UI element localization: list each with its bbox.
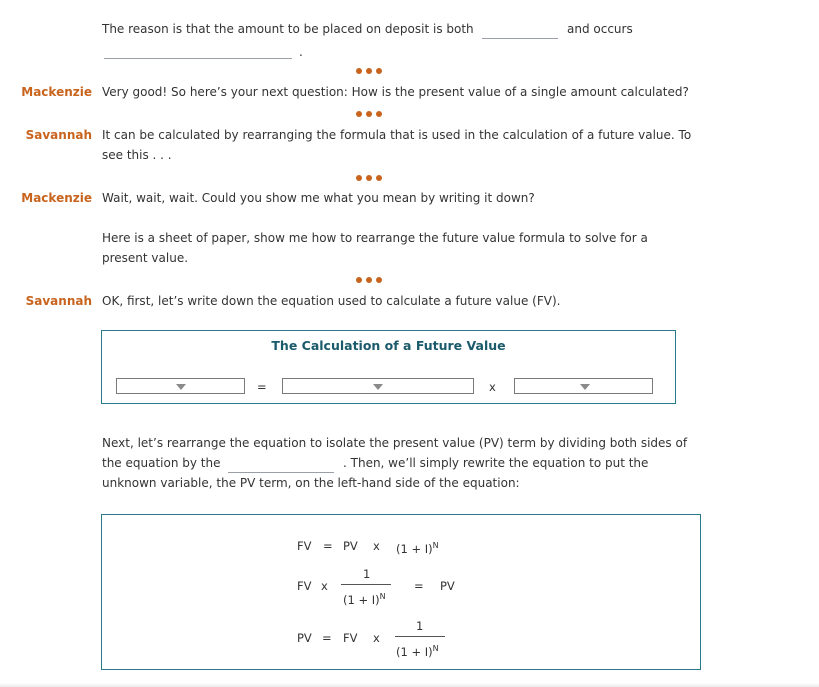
eq2-denominator: $(1 + I)^N$ <box>343 592 386 607</box>
eq3-times: x <box>373 631 380 645</box>
eq3-denominator: $(1 + I)^N$ <box>396 644 439 659</box>
ellipsis-dots <box>356 68 392 76</box>
eq1-pv: PV <box>343 539 358 553</box>
ellipsis-dots <box>356 277 392 285</box>
times-sign: x <box>489 380 496 394</box>
chevron-down-icon <box>176 384 186 390</box>
blank-occurs[interactable] <box>104 44 292 59</box>
blank-divide-by[interactable] <box>228 458 334 473</box>
ellipsis-dots <box>356 111 392 119</box>
speaker-savannah: Savannah <box>25 128 92 142</box>
eq1-equals: = <box>323 539 333 553</box>
eq2-pv: PV <box>440 579 455 593</box>
fv-dropdown-rhs[interactable] <box>514 378 653 394</box>
ellipsis-dots <box>356 175 392 183</box>
eq2-fraction-bar <box>341 584 391 585</box>
bottom-shadow <box>0 683 819 687</box>
blank-deposit-both[interactable] <box>482 24 558 39</box>
fv-dropdown-middle[interactable] <box>282 378 474 394</box>
intro-period: . <box>299 45 303 59</box>
savannah-answer-1: It can be calculated by rearranging the formula that is used in the calculation of a future value. To <box>102 128 692 142</box>
eq1-times: x <box>373 539 380 553</box>
eq1-fv: FV <box>297 539 312 553</box>
chevron-down-icon <box>373 384 383 390</box>
speaker-savannah: Savannah <box>25 294 92 308</box>
eq3-numerator: 1 <box>416 619 424 633</box>
chevron-down-icon <box>580 384 590 390</box>
eq2-equals: = <box>414 579 424 593</box>
eq1-growth-factor: $(1 + I)^N$ <box>396 541 439 556</box>
next-text-2a: the equation by the <box>102 456 221 470</box>
eq2-times: x <box>321 579 328 593</box>
eq3-fv: FV <box>343 631 358 645</box>
mackenzie-request: Wait, wait, wait. Could you show me what you mean by writing it down? <box>102 191 535 205</box>
speaker-mackenzie: Mackenzie <box>21 191 92 205</box>
speaker-mackenzie: Mackenzie <box>21 85 92 99</box>
eq2-numerator: 1 <box>363 567 371 581</box>
eq3-pv: PV <box>297 631 312 645</box>
fv-box-title: The Calculation of a Future Value <box>271 338 506 353</box>
mackenzie-paper-1: Here is a sheet of paper, show me how to rearrange the future value formula to solve for a <box>102 231 648 245</box>
intro-text-1-after: and occurs <box>567 22 633 36</box>
mackenzie-question: Very good! So here’s your next question: How is the present value of a single amount calculated? <box>102 85 689 99</box>
next-text-2b: . Then, we’ll simply rewrite the equation to put the <box>343 456 649 470</box>
equals-sign: = <box>257 380 267 394</box>
savannah-answer-2: see this . . . <box>102 148 172 162</box>
intro-text-1: The reason is that the amount to be placed on deposit is both <box>102 22 474 36</box>
eq3-equals: = <box>322 631 332 645</box>
mackenzie-paper-2: present value. <box>102 251 189 265</box>
eq2-fv: FV <box>297 579 312 593</box>
next-text-3: unknown variable, the PV term, on the left-hand side of the equation: <box>102 476 520 490</box>
next-text-1: Next, let’s rearrange the equation to isolate the present value (PV) term by dividing both sides of <box>102 436 688 450</box>
fv-dropdown-lhs[interactable] <box>116 378 245 394</box>
savannah-fv-intro: OK, first, let’s write down the equation used to calculate a future value (FV). <box>102 294 561 308</box>
eq3-fraction-bar <box>395 636 445 637</box>
